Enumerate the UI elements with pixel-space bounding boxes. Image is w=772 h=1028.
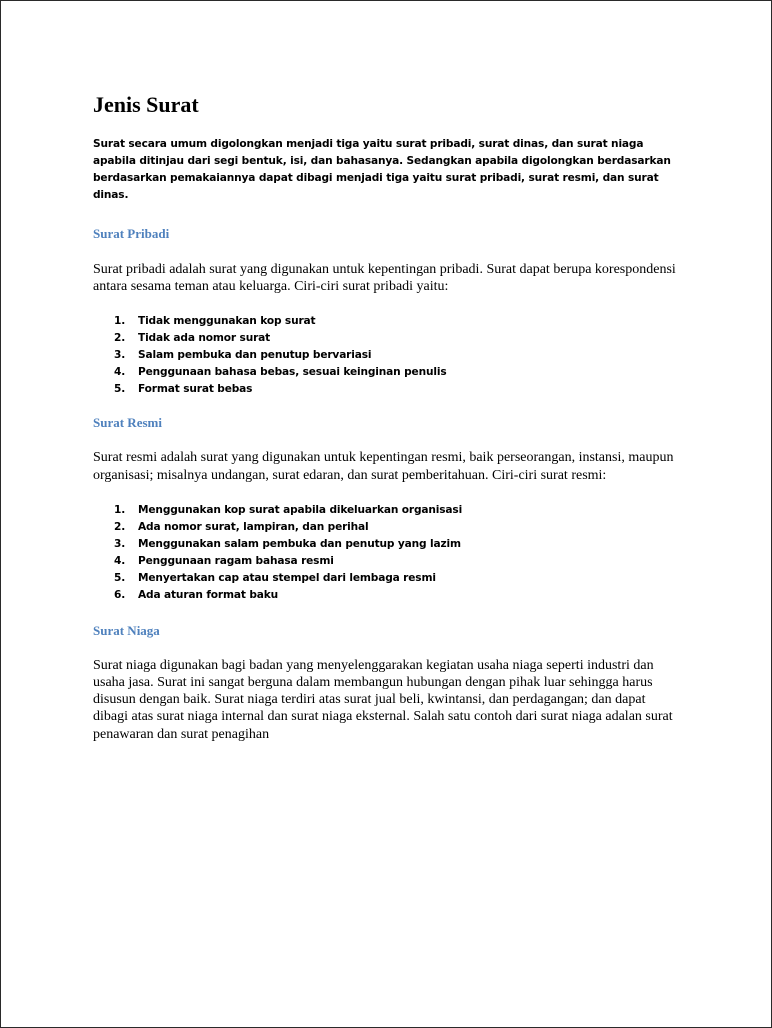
list-item — [93, 553, 683, 570]
paragraph-surat-niaga: Surat niaga digunakan bagi badan yang menyelenggarakan kegiatan usaha niaga seperti industri dan usaha jasa. Surat ini sangat berguna dalam membangun hubungan dengan pihak luar sehingga harus disusun dengan baik. Surat niaga terdiri atas surat jual beli, kwintansi, dan perdagangan; dan dapat dibagi atas surat niaga internal dan surat niaga eksternal. Salah satu contoh dari surat niaga adalan surat penawaran dan surat penagihan — [93, 657, 673, 742]
list-item-text: Ada nomor surat, lampiran, dan perihal — [138, 520, 369, 533]
list-number: 1. — [114, 315, 126, 328]
section-heading-surat-niaga: Surat Niaga — [93, 622, 160, 638]
list-item — [93, 587, 683, 604]
list-ciri-surat-resmi — [93, 502, 683, 604]
list-item — [93, 519, 683, 536]
list-item-text: Salam pembuka dan penutup bervariasi — [138, 349, 372, 362]
list-item-text: Menggunakan kop surat apabila dikeluarkan organisasi — [138, 503, 463, 516]
list-item — [93, 313, 683, 330]
list-item — [93, 364, 683, 381]
list-ciri-surat-pribadi — [93, 313, 683, 398]
list-number: 3. — [114, 537, 126, 550]
section-heading-surat-resmi: Surat Resmi — [93, 415, 162, 431]
list-item-text: Penggunaan ragam bahasa resmi — [138, 554, 334, 567]
list-number: 6. — [114, 588, 126, 601]
list-item — [93, 381, 683, 398]
list-item — [93, 502, 683, 519]
list-item-text: Menyertakan cap atau stempel dari lembaga resmi — [138, 571, 436, 584]
section-heading-surat-pribadi: Surat Pribadi — [93, 226, 170, 241]
document-body — [93, 91, 683, 743]
document-title: Jenis Surat — [93, 92, 199, 117]
paragraph-surat-resmi: Surat resmi adalah surat yang digunakan untuk kepentingan resmi, baik perseorangan, instansi, maupun organisasi; misalnya undangan, surat edaran, dan surat pemberitahuan. Ciri-ciri surat resmi: — [93, 450, 674, 483]
list-number: 4. — [114, 554, 126, 567]
paragraph-surat-pribadi: Surat pribadi adalah surat yang digunakan untuk kepentingan pribadi. Surat dapat berupa korespondensi antara sesama teman atau keluarga. Ciri-ciri surat pribadi yaitu: — [93, 262, 676, 295]
list-number: 1. — [114, 503, 126, 516]
list-item-text: Format surat bebas — [138, 383, 253, 396]
list-item — [93, 330, 683, 347]
list-item — [93, 347, 683, 364]
list-number: 2. — [114, 332, 126, 345]
intro-paragraph: Surat secara umum digolongkan menjadi tiga yaitu surat pribadi, surat dinas, dan surat niaga apabila ditinjau dari segi bentuk, isi, dan bahasanya. Sedangkan apabila digolongkan berdasarkan berdasarkan pemakaiannya dapat dibagi menjadi tiga yaitu surat pribadi, surat resmi, dan surat dinas. — [93, 138, 671, 201]
list-item-text: Ada aturan format baku — [138, 588, 279, 601]
list-number: 2. — [114, 520, 126, 533]
list-number: 5. — [114, 383, 126, 396]
list-item-text: Tidak ada nomor surat — [138, 332, 271, 345]
list-item — [93, 536, 683, 553]
list-number: 5. — [114, 571, 126, 584]
list-item-text: Tidak menggunakan kop surat — [138, 315, 316, 328]
list-number: 4. — [114, 366, 126, 379]
list-number: 3. — [114, 349, 126, 362]
list-item-text: Menggunakan salam pembuka dan penutup yang lazim — [138, 537, 461, 550]
list-item-text: Penggunaan bahasa bebas, sesuai keinginan penulis — [138, 366, 447, 379]
list-item — [93, 570, 683, 587]
